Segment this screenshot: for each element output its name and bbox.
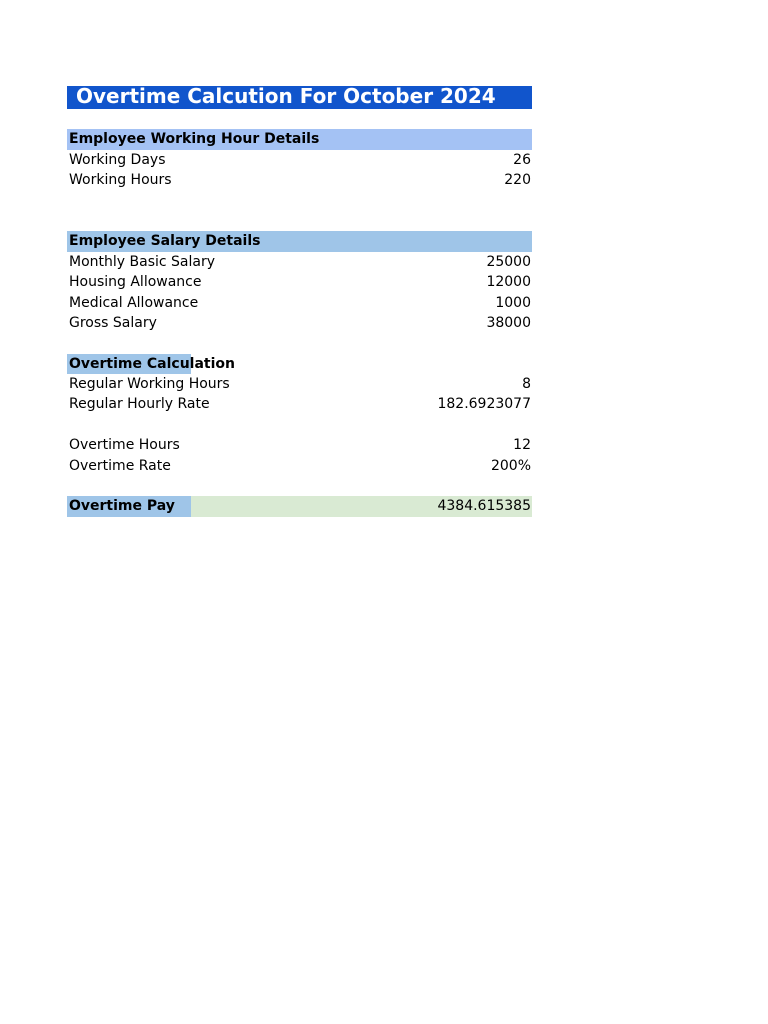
working-hours-section-header[interactable]: [67, 129, 532, 149]
medical-allowance-row[interactable]: [67, 293, 532, 313]
row-label: Monthly Basic Salary: [69, 253, 215, 270]
row-label: Medical Allowance: [69, 294, 199, 311]
empty-row: [67, 415, 532, 435]
row-label: Working Days: [69, 151, 166, 168]
row-value: 26: [513, 151, 531, 168]
row-label: Gross Salary: [69, 314, 157, 331]
working-days-row[interactable]: [67, 150, 532, 170]
empty-row: [67, 333, 532, 353]
regular-hourly-rate-row[interactable]: [67, 394, 532, 414]
sheet-title: Overtime Calcution For October 2024: [76, 84, 496, 108]
regular-working-hours-row[interactable]: [67, 374, 532, 394]
overtime-section-header[interactable]: [67, 354, 532, 374]
row-value: 12000: [486, 274, 531, 291]
empty-row: [67, 109, 532, 129]
row-value: 220: [504, 172, 531, 189]
basic-salary-row[interactable]: [67, 252, 532, 272]
spreadsheet: [67, 84, 532, 517]
row-label: Housing Allowance: [69, 274, 202, 291]
overtime-pay-value: 4384.615385: [437, 498, 531, 515]
row-value: 38000: [486, 314, 531, 331]
row-label: Regular Hourly Rate: [69, 396, 210, 413]
row-label: Regular Working Hours: [69, 376, 230, 393]
overtime-pay-label: Overtime Pay: [69, 498, 175, 515]
row-label: Working Hours: [69, 172, 172, 189]
section-header-label: Employee Salary Details: [69, 233, 261, 250]
section-header-label: Employee Working Hour Details: [69, 131, 320, 148]
section-header-label: Overtime Calculation: [69, 355, 235, 372]
overtime-rate-row[interactable]: [67, 456, 532, 476]
empty-row: [67, 191, 532, 211]
row-label: Overtime Rate: [69, 457, 171, 474]
sheet-title-cell[interactable]: [67, 86, 532, 109]
working-hours-row[interactable]: [67, 170, 532, 190]
row-value: 8: [522, 376, 531, 393]
salary-section-header[interactable]: [67, 231, 532, 251]
empty-row: [67, 211, 532, 231]
gross-salary-row[interactable]: [67, 313, 532, 333]
row-label: Overtime Hours: [69, 437, 180, 454]
row-value: 12: [513, 437, 531, 454]
row-value: 200%: [490, 457, 531, 474]
housing-allowance-row[interactable]: [67, 272, 532, 292]
row-value: 25000: [486, 253, 531, 270]
overtime-hours-row[interactable]: [67, 435, 532, 455]
row-value: 1000: [495, 294, 531, 311]
overtime-pay-row[interactable]: [67, 496, 532, 516]
empty-row: [67, 476, 532, 496]
row-value: 182.6923077: [437, 396, 531, 413]
